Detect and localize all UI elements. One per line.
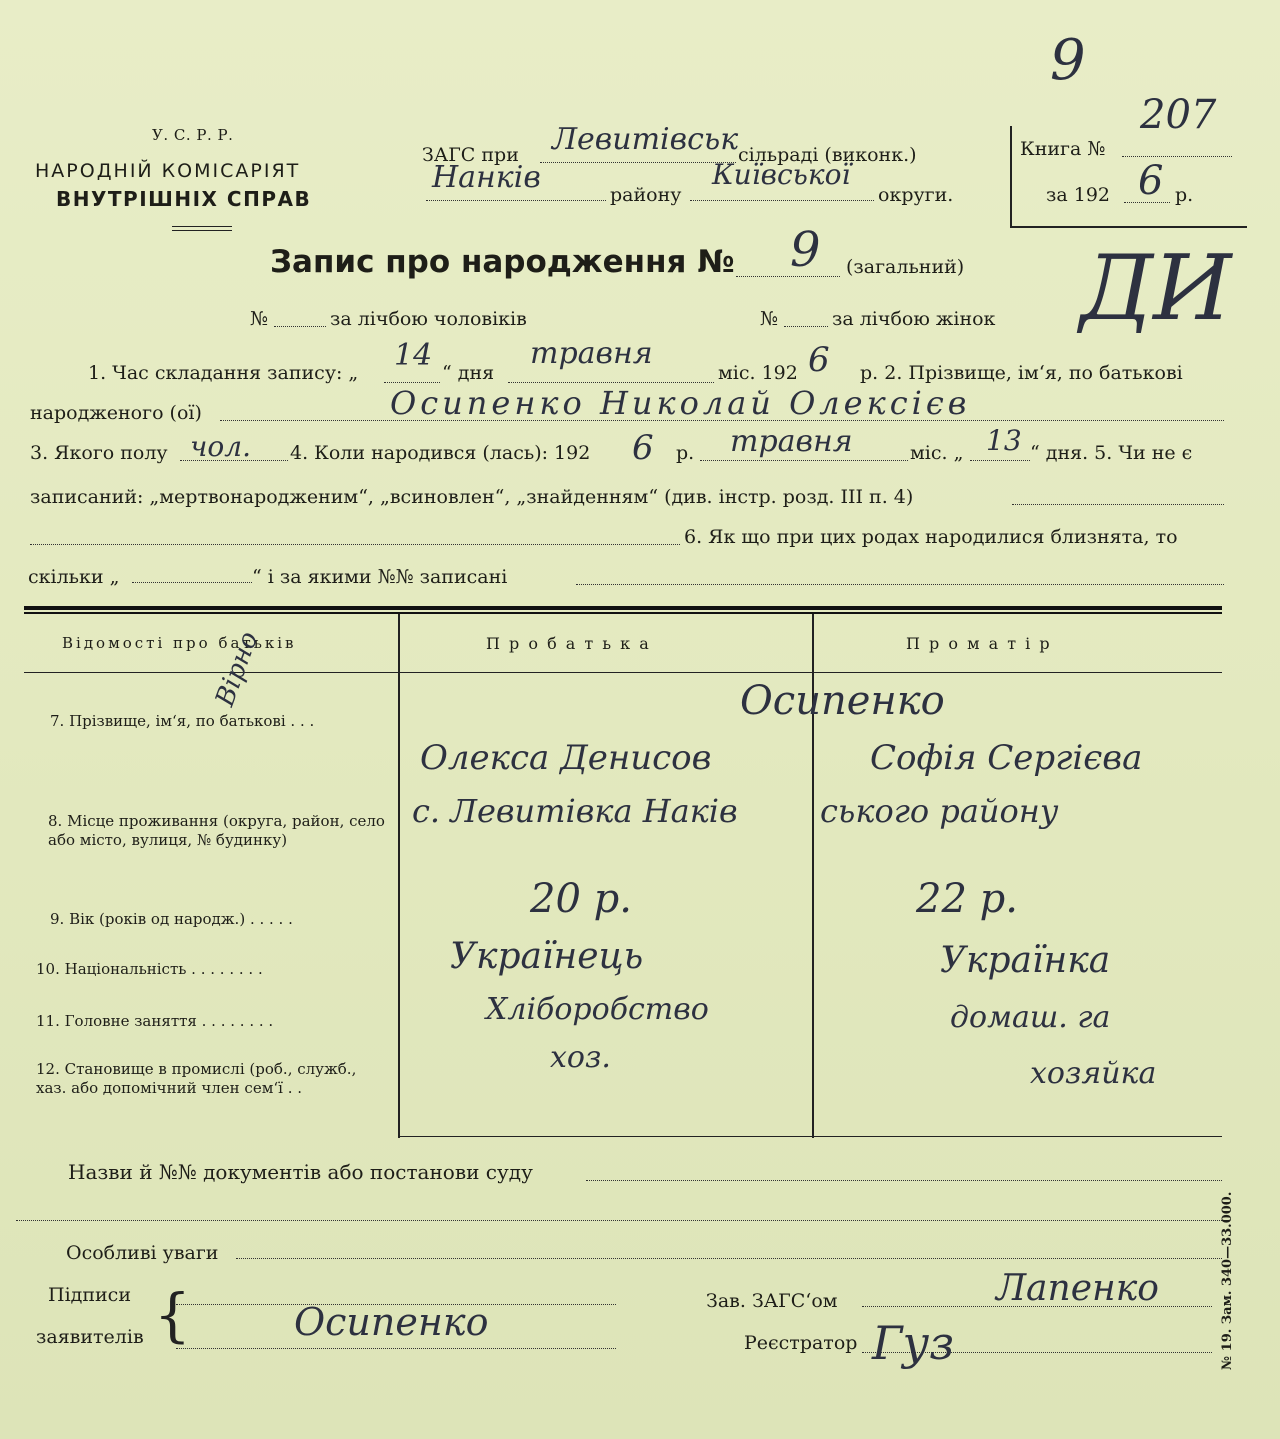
notes-line <box>236 1244 1222 1259</box>
mother-residence: ського району <box>820 792 1059 830</box>
docs-line-1 <box>586 1166 1222 1181</box>
father-nationality: Українець <box>450 936 644 977</box>
women-counter-text: за лічбою жінок <box>832 308 996 330</box>
women-counter-label: № <box>760 308 778 330</box>
record-number-value: 9 <box>790 222 821 278</box>
field6-line-b <box>576 570 1224 585</box>
registrar-label: Реєстратор <box>744 1332 858 1354</box>
field4-mis: міс. „ <box>910 442 964 464</box>
field6-label: 6. Як що при цих родах народилися близнята, то <box>684 526 1178 548</box>
shared-surname: Осипенко <box>740 678 945 724</box>
men-counter-text: за лічбою чоловіків <box>330 308 527 330</box>
field1-mis: міс. 192 <box>718 362 798 384</box>
field2-label: р. 2. Прізвище, ім‘я, по батькові <box>860 362 1183 384</box>
corner-mark: ДИ <box>1080 236 1232 341</box>
sign-label-2: заявителів <box>36 1326 144 1348</box>
sign-label-1: Підписи <box>48 1284 131 1306</box>
field1-month-value: травня <box>530 336 653 371</box>
field6-count-line <box>132 568 252 583</box>
field1-label: 1. Час складання запису: „ <box>88 362 359 384</box>
zags-suffix: сільраді (виконк.) <box>738 144 917 166</box>
father-name: Олекса Денисов <box>420 738 712 778</box>
docs-label: Назви й №№ документів або постанови суду <box>68 1160 533 1184</box>
registrar-signature: Гуз <box>872 1316 955 1370</box>
row9-label: 9. Вік (років од народж.) . . . . . <box>50 910 293 928</box>
field1-day-value: 14 <box>394 338 433 373</box>
sign-brace: { <box>154 1281 191 1349</box>
field5-text: записаний: „мертвонародженим“, „всиновлен“, „знайденням“ (див. інстр. розд. III п. 4) <box>30 486 914 508</box>
record-number-line <box>736 246 840 277</box>
field4-day-value: 13 <box>986 424 1022 457</box>
book-year-prefix: за 192 <box>1046 184 1110 206</box>
record-title: Запис про народження № <box>270 244 735 280</box>
field6-text-b: “ і за якими №№ записані <box>252 566 508 588</box>
table-col3-header: П р о м а т і р <box>906 634 1052 653</box>
row11-label: 11. Головне заняття . . . . . . . . <box>36 1012 274 1030</box>
father-residence: с. Левитівка Наків <box>412 792 738 830</box>
father-age: 20 р. <box>530 876 632 922</box>
margin-note: Вірно <box>210 627 265 711</box>
field5-line <box>1012 490 1224 505</box>
district-value: Нанків <box>432 160 541 195</box>
field2-value: Осипенко Николай Олексієв <box>390 384 971 422</box>
ussr-label: У. С. Р. Р. <box>152 126 234 144</box>
table-bottom-rule <box>398 1136 1222 1137</box>
book-label: Книга № <box>1020 138 1106 160</box>
mother-occupation: домаш. га <box>950 1000 1111 1035</box>
head-signature: Лапенко <box>996 1268 1159 1309</box>
table-top-rule-1 <box>24 606 1222 610</box>
table-col1-header: Відомості про батьків <box>62 634 297 652</box>
field1-day-word: “ дня <box>442 362 495 384</box>
row7-label: 7. Прізвище, ім‘я, по батькові . . . <box>50 712 315 730</box>
field4-label: 4. Коли народився (лась): 192 <box>290 442 591 464</box>
field2-prefix: народженого (ої) <box>30 402 202 424</box>
notes-label: Особливі уваги <box>66 1242 219 1264</box>
record-number-suffix: (загальний) <box>846 256 965 278</box>
ministry-label: ВНУТРІШНІХ СПРАВ <box>56 187 312 211</box>
mother-status: хозяйка <box>1030 1056 1157 1091</box>
zags-prefix: ЗАГС при <box>422 144 519 166</box>
table-header-rule <box>24 672 1222 673</box>
mother-age: 22 р. <box>916 876 1018 922</box>
mother-name: Софія Сергієва <box>870 738 1143 778</box>
row8-label: 8. Місце проживання (округа, район, село або місто, вулиця, № будинку) <box>48 812 385 849</box>
table-col-divider-1 <box>398 614 400 1138</box>
father-status: хоз. <box>550 1040 611 1075</box>
side-print-code: № 19. Зам. 340—33.000. <box>1220 1191 1235 1370</box>
field3-value: чол. <box>190 430 252 463</box>
men-counter-line <box>274 310 326 327</box>
father-occupation: Хліборобство <box>486 992 709 1027</box>
field6-line-a <box>30 530 680 545</box>
field1-year-value: 6 <box>808 340 830 380</box>
applicant-signature: Осипенко <box>294 1300 489 1344</box>
field5-label: “ дня. 5. Чи не є <box>1030 442 1193 464</box>
women-counter-line <box>784 310 828 327</box>
head-label: Зав. ЗАГС‘ом <box>706 1290 838 1312</box>
field6-text-a: скільки „ <box>28 566 120 588</box>
field4-month-value: травня <box>730 424 853 459</box>
docs-line-2 <box>16 1206 1222 1221</box>
book-year-suffix: р. <box>1175 184 1194 206</box>
book-number-value: 207 <box>1140 92 1217 138</box>
row10-label: 10. Національність . . . . . . . . <box>36 960 263 978</box>
field3-label: 3. Якого полу <box>30 442 168 464</box>
row12-label: 12. Становище в промислі (роб., служб., хаз. або допомічний член сем‘ї . . <box>36 1060 357 1097</box>
commissariat-label: НАРОДНІЙ КОМІСАРІЯТ <box>35 160 301 182</box>
okrug-label: округи. <box>878 184 954 206</box>
header-divider <box>172 226 232 231</box>
okrug-value: Київської <box>712 158 851 191</box>
men-counter-label: № <box>250 308 268 330</box>
book-year-digit: 6 <box>1138 158 1164 204</box>
field4-year-value: 6 <box>632 428 654 468</box>
zags-village-value: Левитівськ <box>552 122 739 157</box>
field4-r: р. <box>676 442 695 464</box>
corner-number: 9 <box>1050 28 1086 93</box>
district-label: району <box>610 184 682 206</box>
table-top-rule-2 <box>24 612 1222 614</box>
table-col2-header: П р о б а т ь к а <box>486 634 651 653</box>
mother-nationality: Українка <box>940 940 1111 981</box>
